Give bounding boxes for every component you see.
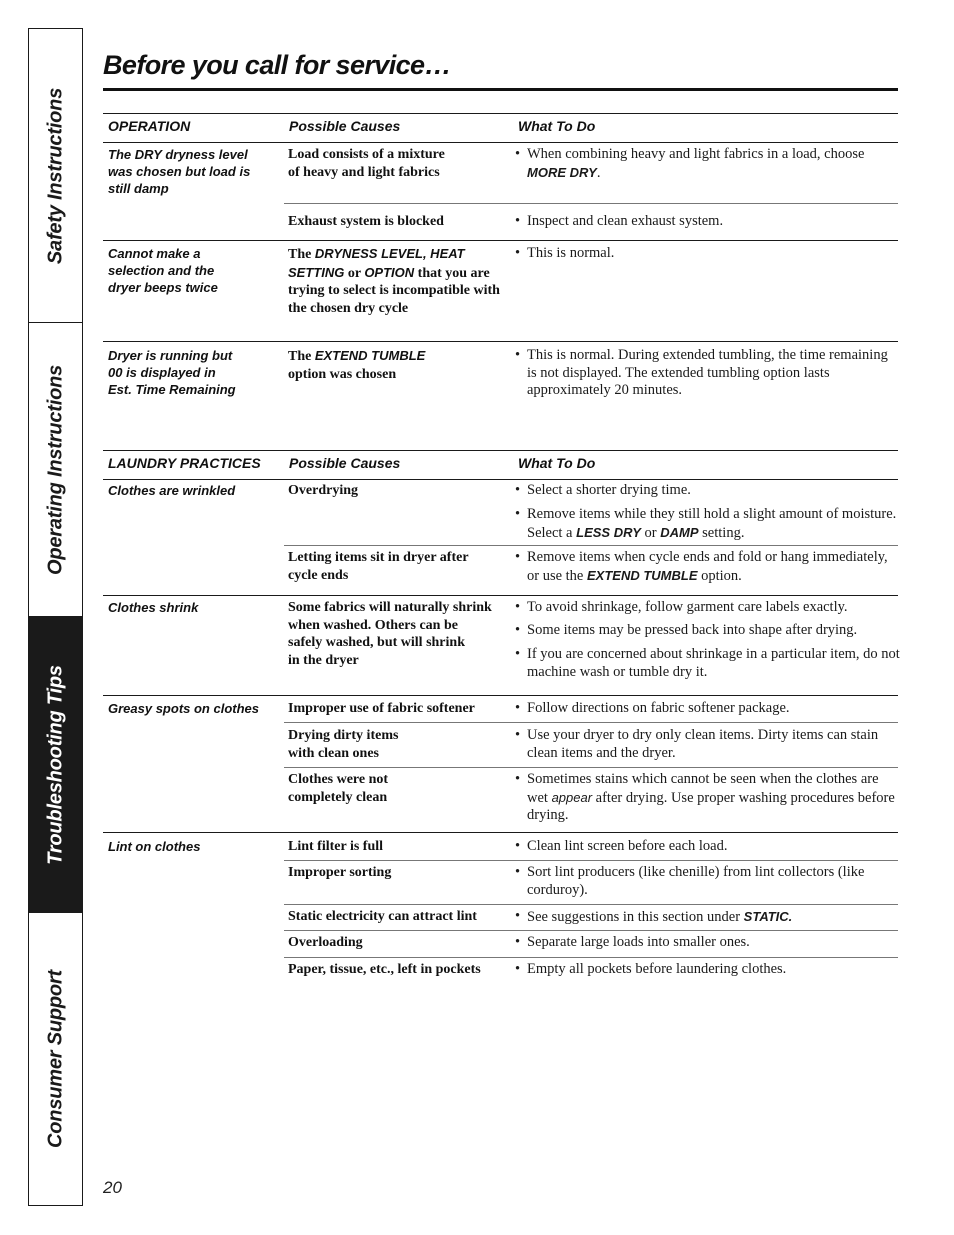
header-operation: OPERATION xyxy=(108,118,191,134)
cause-pockets: Paper, tissue, etc., left in pockets xyxy=(288,962,481,977)
todo-item: • See suggestions in this section under STATIC. xyxy=(515,908,793,925)
divider xyxy=(103,695,898,696)
cause-not-clean: Clothes were not completely clean xyxy=(288,772,389,805)
page-number: 20 xyxy=(103,1178,122,1197)
cause-lint-filter-full: Lint filter is full xyxy=(288,839,384,854)
cause-fabrics-shrink: Some fabrics will naturally shrink when washed. Others can be safely washed, but will shrink in the dryer xyxy=(288,600,492,668)
problem-shrink: Clothes shrink xyxy=(108,600,199,615)
side-tabs xyxy=(28,28,83,1206)
divider xyxy=(103,832,898,833)
cause-incompatible-option: The DRYNESS LEVEL, HEAT SETTING or OPTION that you are trying to select is incompatible with the chosen dry cycle xyxy=(288,246,500,316)
tab-operating-instructions[interactable]: Operating Instructions xyxy=(29,323,83,617)
problem-00-displayed: Dryer is running but 00 is displayed in Est. Time Remaining xyxy=(108,348,236,397)
cause-mixed-fabrics: Load consists of a mixture of heavy and light fabrics xyxy=(288,147,445,180)
divider xyxy=(103,479,898,480)
todo-item: • Sometimes stains which cannot be seen when the clothes are wet appear after drying. Use proper washing procedures before drying. xyxy=(515,771,895,823)
cause-extend-tumble: The EXTEND TUMBLE option was chosen xyxy=(288,348,426,382)
todo-item: • Clean lint screen before each load. xyxy=(515,838,728,854)
header-possible-causes: Possible Causes xyxy=(289,118,401,134)
divider xyxy=(284,545,898,546)
divider xyxy=(284,767,898,768)
divider xyxy=(103,341,898,342)
todo-item: • Follow directions on fabric softener package. xyxy=(515,700,790,716)
divider xyxy=(284,860,898,861)
todo-item: • This is normal. xyxy=(515,245,615,261)
divider xyxy=(103,240,898,241)
todo-item: • Empty all pockets before laundering clothes. xyxy=(515,961,787,977)
problem-wrinkled: Clothes are wrinkled xyxy=(108,483,236,498)
cause-overdrying: Overdrying xyxy=(288,483,358,498)
todo-item: • Separate large loads into smaller ones. xyxy=(515,934,750,950)
cause-fabric-softener: Improper use of fabric softener xyxy=(288,701,475,716)
header-what-to-do: What To Do xyxy=(518,118,596,134)
header-possible-causes: Possible Causes xyxy=(289,455,401,471)
cause-exhaust-blocked: Exhaust system is blocked xyxy=(288,214,444,229)
todo-item: • Select a shorter drying time. xyxy=(515,482,691,498)
cause-items-sit: Letting items sit in dryer after cycle ends xyxy=(288,550,469,583)
divider xyxy=(103,450,898,451)
problem-greasy-spots: Greasy spots on clothes xyxy=(108,701,259,716)
divider xyxy=(284,957,898,958)
todo-item: • Some items may be pressed back into shape after drying. xyxy=(515,622,858,638)
divider xyxy=(284,203,898,204)
divider xyxy=(284,722,898,723)
tab-troubleshooting-tips[interactable]: Troubleshooting Tips xyxy=(29,617,83,913)
divider xyxy=(284,930,898,931)
divider xyxy=(103,595,898,596)
cause-overloading: Overloading xyxy=(288,935,363,950)
divider xyxy=(103,142,898,143)
todo-item: • Sort lint producers (like chenille) from lint collectors (like corduroy). xyxy=(515,864,865,898)
tab-consumer-support[interactable]: Consumer Support xyxy=(44,970,67,1148)
problem-cannot-select: Cannot make a selection and the dryer beeps twice xyxy=(108,246,218,295)
header-what-to-do: What To Do xyxy=(518,455,596,471)
todo-item: • Remove items when cycle ends and fold or hang immediately, or use the EXTEND TUMBLE option. xyxy=(515,549,888,584)
divider xyxy=(284,904,898,905)
todo-item: • Use your dryer to dry only clean items. Dirty items can stain clean items and the dryer. xyxy=(515,727,879,761)
title-rule xyxy=(103,88,898,91)
header-laundry-practices: LAUNDRY PRACTICES xyxy=(108,455,261,471)
problem-dry-still-damp: The DRY dryness level was chosen but load is still damp xyxy=(108,147,251,196)
todo-item: • Inspect and clean exhaust system. xyxy=(515,213,724,229)
todo-item: • If you are concerned about shrinkage in a particular item, do not machine wash or tumble dry it. xyxy=(515,646,900,680)
todo-item: • When combining heavy and light fabrics in a load, choose MORE DRY. xyxy=(515,146,865,181)
todo-item: • This is normal. During extended tumbling, the time remaining is not displayed. The extended tumbling option lasts approximately 20 minutes. xyxy=(515,347,888,398)
page-title: Before you call for service… xyxy=(103,50,451,80)
cause-improper-sorting: Improper sorting xyxy=(288,865,392,880)
problem-lint: Lint on clothes xyxy=(108,839,201,854)
cause-dirty-items: Drying dirty items with clean ones xyxy=(288,728,399,761)
tab-safety-instructions[interactable]: Safety Instructions xyxy=(29,29,83,323)
todo-item: • To avoid shrinkage, follow garment care labels exactly. xyxy=(515,599,848,615)
divider xyxy=(103,113,898,114)
cause-static: Static electricity can attract lint xyxy=(288,909,477,924)
todo-item: • Remove items while they still hold a slight amount of moisture. Select a LESS DRY or DAMP setting. xyxy=(515,506,897,541)
